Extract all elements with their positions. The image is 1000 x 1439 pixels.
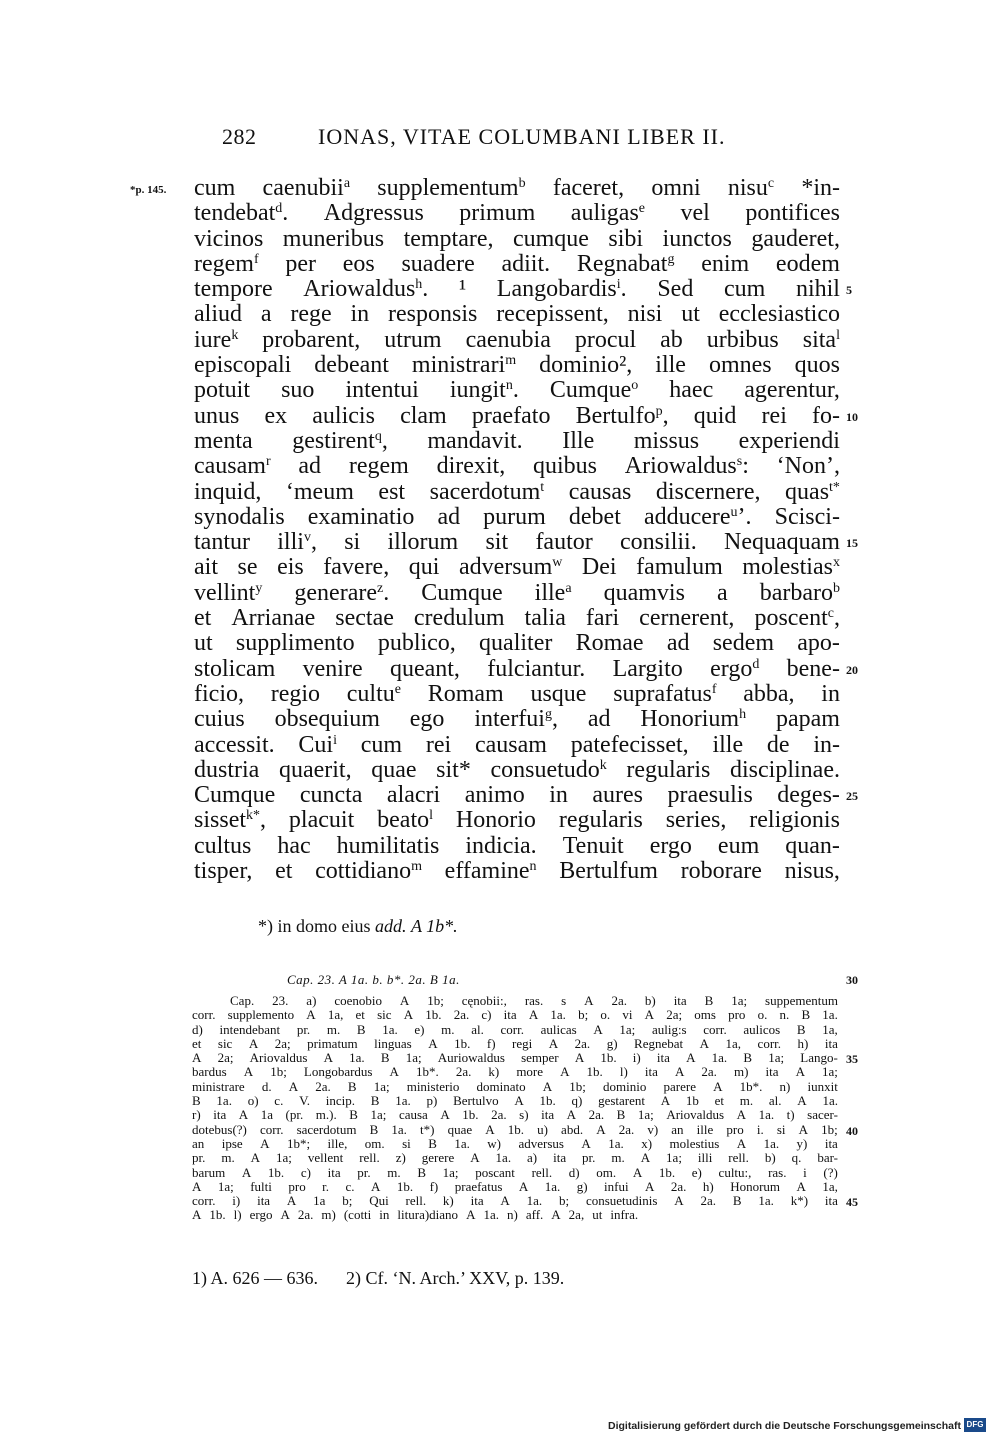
apparatus-line: r) ita A 1a (pr. m.). B 1a; causa A 1b. 2a. s) ita A 2a. B 1a; Ariovaldus A 1a. t) sacer-	[192, 1108, 838, 1123]
critical-apparatus	[192, 994, 838, 1223]
line-number: 20	[846, 662, 858, 677]
apparatus-line: dotebus(?) corr. sacerdotum B 1a. t*) quae A 1b. u) abd. A 2a. v) an ille pro i. si A 1b;	[192, 1122, 838, 1137]
apparatus-line: d) intendebant pr. m. B 1a. e) m. al. corr. aulicas A 1a; aulig:s corr. aulicos B 1a,	[192, 1022, 838, 1037]
dfg-logo: DFG	[964, 1418, 986, 1432]
text-line: tantur illi$^v$, si illorum sit fautor consilii. Nequaquam	[194, 529, 840, 556]
running-title: IONAS, VITAE COLUMBANI LIBER II.	[318, 124, 726, 149]
star-footnote-add: add.	[375, 916, 407, 936]
apparatus-line-number: 40	[846, 1123, 858, 1138]
star-footnote-text: *) in domo eius	[258, 916, 371, 936]
text-line: episcopali debeant ministrari$^m$ dominio², ille omnes quos	[194, 352, 840, 379]
apparatus-line: A 1b. l) ergo A 2a. m) (cotti in litura)diano A 1a. n) aff. A 2a, ut infra.	[192, 1208, 639, 1223]
text-line: regem$^f$ per eos suadere adiit. Regnabat$^g$ enim eodem	[194, 250, 840, 277]
text-line: potuit suo intentui iungit$^n$. Cumque$^o$ haec agerentur,	[194, 377, 840, 404]
apparatus-line: ministrare d. A 2a. B 1a; ministerio dominato A 1b; dominio parere A 1b*. n) iunxit	[192, 1079, 838, 1094]
line-number: 15	[846, 536, 858, 551]
footnotes	[192, 1268, 592, 1289]
text-line: tisper, et cottidiano$^m$ effamine$^n$ Bertulfum roborare nisus,	[194, 858, 840, 885]
text-line: vicinos muneribus temptare, cumque sibi iunctos gauderet,	[194, 225, 840, 252]
main-text-block	[194, 176, 840, 884]
text-line: tendebat$^d$. Adgressus primum auligas$^e$ vel pontifices	[194, 200, 840, 227]
apparatus-line: Cap. 23. a) coenobio A 1b; cęnobii:, ras. s A 2a. b) ita B 1a; suppementum	[230, 994, 838, 1008]
apparatus-line: pr. m. A 1a; vellent rell. z) gerere A 1a. a) ita pr. m. A 1a; illi rell. b) q. bar-	[192, 1151, 838, 1166]
apparatus-line: et sic A 2a; primatum linguas A 1b. f) regi A 2a. g) Regnebat A 1a, corr. h) ita	[192, 1036, 838, 1051]
text-line: vellint$^y$ generare$^z$. Cumque ille$^a$ quamvis a barbaro$^b$	[194, 579, 840, 606]
footnote: 1) A. 626 — 636.	[192, 1268, 318, 1288]
line-number: 25	[846, 789, 858, 804]
text-line: cum caenubii$^a$ supplementum$^b$ faceret, omni nisu$^c$ *in-	[194, 175, 840, 201]
apparatus-line: B 1a. o) c. V. incip. B 1a. p) Bertulvo A 1b. q) gestarent A 1b et m. al. A 1a.	[192, 1094, 838, 1109]
line-number: 10	[846, 409, 858, 424]
apparatus-line: bardus A 1b; Longobardus A 1b*. 2a. k) more A 1b. l) ita A 2a. m) ita A 1a;	[192, 1065, 838, 1080]
text-line: ficio, regio cultu$^e$ Romam usque suprafatus$^f$ abba, in	[194, 680, 840, 707]
apparatus-heading: Cap. 23. A 1a. b. b*. 2a. B 1a.	[287, 972, 460, 987]
apparatus-line-number: 35	[846, 1052, 858, 1067]
text-line: cultus hac humilitatis indicia. Tenuit ergo eum quan-	[194, 832, 840, 859]
text-line: dustria quaerit, quae sit* consuetudo$^k$ regularis disciplinae.	[194, 756, 840, 783]
apparatus-line: barum A 1b. c) ita pr. m. B 1a; poscant rell. d) om. A 1b. e) cultu:, ras. i (?)	[192, 1165, 838, 1180]
text-line: ait se eis favere, qui adversum$^w$ Dei famulum molestias$^x$	[194, 554, 840, 581]
apparatus-line-number: 45	[846, 1195, 858, 1210]
line-number: 5	[846, 283, 852, 298]
text-line: iure$^k$ probarent, utrum caenubia procul ab urbibus sita$^l$	[194, 326, 840, 353]
apparatus-line: A 1a; fulti pro r. c. A 1b. f) praefatus A 1a. g) infui A 2a. h) Honorum A 1a,	[192, 1179, 838, 1194]
text-line: menta gestirent$^q$, mandavit. Ille missus experiendi	[194, 427, 840, 454]
text-line: unus ex aulicis clam praefato Bertulfo$^p$, quid rei fo-	[194, 402, 840, 429]
text-line: aliud a rege in responsis recepissent, nisi ut ecclesiastico	[194, 301, 840, 328]
text-line: Cumque cuncta alacri animo in aures praesulis deges-	[194, 782, 840, 809]
text-line: causam$^r$ ad regem direxit, quibus Ariowaldus$^s$: ‘Non’,	[194, 453, 840, 480]
text-line: ut supplimento publico, qualiter Romae ad sedem apo-	[194, 630, 840, 657]
text-line: synodalis examinatio ad purum debet adducere$^u$’. Sciscі-	[194, 503, 840, 530]
apparatus-line: A 2a; Ariovaldus A 1a. B 1a; Auriowaldus semper A 1b. i) ita A 1a. B 1a; Lango-	[192, 1051, 838, 1066]
text-line: inquid, ‘meum est sacerdotum$^t$ causas discernere, quas$^{t*}$	[194, 478, 840, 505]
text-line: accessit. Cui$^i$ cum rei causam patefecisset, ille de in-	[194, 731, 840, 758]
apparatus-line: corr. i) ita A 1a b; Qui rell. k) ita A 1a. b; consuetudinis A 2a. B 1a. k*) ita	[192, 1194, 838, 1209]
page-header	[0, 124, 1000, 154]
apparatus-line: corr. supplemento A 1a, et sic A 1b. 2a. c) ita A 1a. b; o. vi A 2a; oms pro o. n. B 1a.	[192, 1008, 838, 1023]
apparatus-line: an ipse A 1b*; ille, om. si B 1a. w) adversus A 1a. x) molestius A 1a. y) ita	[192, 1136, 838, 1151]
text-line: sisset$^{k*}$, placuit beato$^l$ Honorio regularis series, religionis	[194, 807, 840, 834]
star-footnote-source: A 1b*.	[411, 916, 458, 936]
star-footnote	[258, 916, 458, 937]
margin-page-reference: *p. 145.	[130, 184, 167, 196]
text-line: stolicam venire queant, fulciantur. Largito ergo$^d$ bene-	[194, 655, 840, 682]
digitization-credit: Digitalisierung gefördert durch die Deutsche Forschungsgemeinschaft	[608, 1420, 961, 1432]
text-line: cuius obsequium ego interfui$^g$, ad Honorium$^h$ papam	[194, 706, 840, 733]
footnote: 2) Cf. ‘N. Arch.’ XXV, p. 139.	[346, 1268, 565, 1288]
text-line: tempore Ariowaldus$^h$. ¹ Langobardis$^i$. Sed cum nihil	[194, 276, 840, 303]
page-number: 282	[222, 124, 257, 149]
apparatus-line-number: 30	[846, 973, 858, 987]
text-line: et Arrianae sectae credulum talia fari cernerent, poscent$^c$,	[194, 605, 840, 632]
